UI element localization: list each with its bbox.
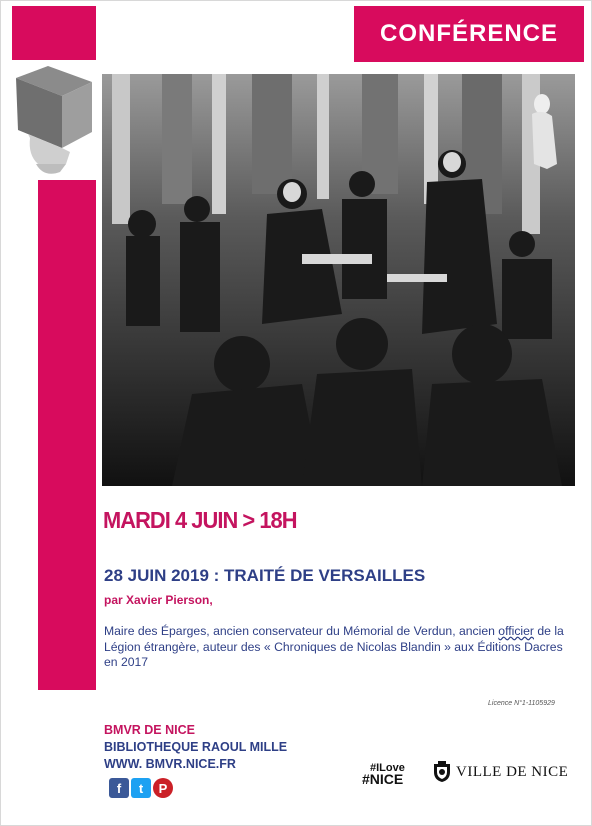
licence-number: Licence N°1-1105929: [488, 700, 555, 707]
pinterest-icon[interactable]: P: [153, 778, 173, 798]
description-text-2: de la Légion étrangère, auteur des « Chroniques de Nicolas Blandin » aux Éditions Dacres en 2017: [104, 624, 564, 669]
ville-de-nice-text: VILLE DE NICE: [456, 763, 569, 780]
conference-banner: CONFÉRENCE: [354, 6, 584, 62]
library-branch: BIBLIOTHEQUE RAOUL MILLE: [104, 740, 288, 754]
ilove-line1: #ILove: [370, 762, 405, 774]
event-date: MARDI 4 JUIN > 18H: [103, 507, 297, 533]
sculpture-image: [8, 60, 98, 180]
twitter-icon[interactable]: t: [131, 778, 151, 798]
decor-left-bar: [38, 180, 96, 690]
photograph: [102, 74, 575, 486]
event-speaker: par Xavier Pierson,: [104, 593, 213, 607]
social-links: [109, 778, 173, 798]
library-name: BMVR DE NICE: [104, 723, 195, 737]
nice-coat-of-arms-icon: [432, 761, 452, 783]
ville-de-nice-logo: [432, 761, 568, 783]
versailles-photograph: [102, 74, 575, 486]
ilove-line2: #NICE: [362, 771, 404, 787]
library-website[interactable]: WWW. BMVR.NICE.FR: [104, 757, 236, 771]
description-word: officier: [498, 624, 534, 638]
event-description: [104, 624, 564, 671]
event-title: 28 JUIN 2019 : TRAITÉ DE VERSAILLES: [104, 566, 426, 585]
decor-top-block: [12, 6, 96, 60]
facebook-icon[interactable]: f: [109, 778, 129, 798]
ilove-nice-logo: [362, 763, 405, 785]
description-text-1: Maire des Éparges, ancien conservateur du Mémorial de Verdun, ancien: [104, 624, 495, 638]
